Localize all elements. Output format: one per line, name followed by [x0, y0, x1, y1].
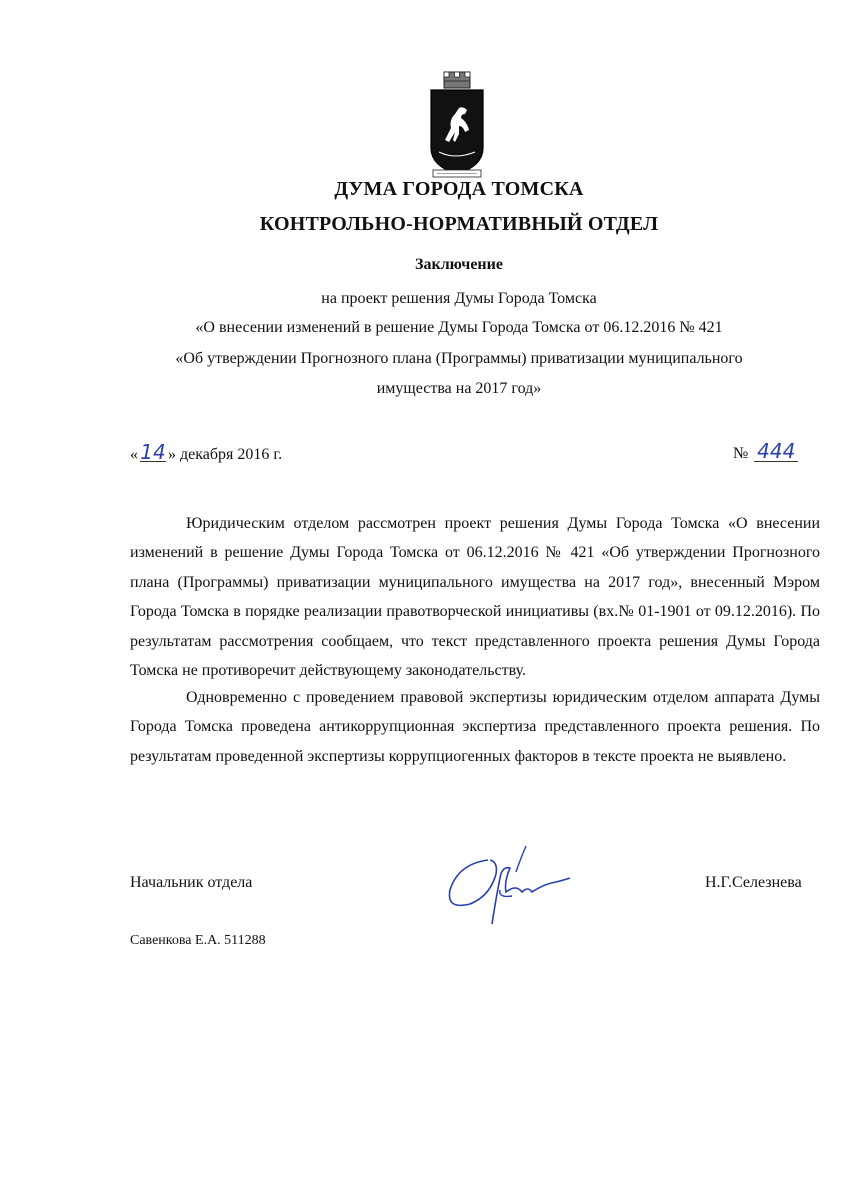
number-value-handwritten: 444 [754, 441, 798, 462]
signer-position: Начальник отдела [130, 874, 253, 891]
date-close-quote: » [168, 446, 176, 463]
subject-line-1: на проект решения Думы Города Томска [321, 290, 597, 307]
executor-contact: Савенкова Е.А. 511288 [130, 933, 266, 948]
org-title: ДУМА ГОРОДА ТОМСКА [334, 178, 584, 200]
tomsk-coat-of-arms-icon [425, 70, 489, 180]
date-open-quote: « [130, 446, 138, 463]
body-paragraph-1: Юридическим отделом рассмотрен проект решения Думы Города Томска «О внесении изменений в решение Думы Города Томска от 06.12.2016 № 421 «Об утверждении Прогнозного плана (Программы) приватизации муниципального имущества на 2017 год», внесенный Мэром Города Томска в порядке реализации правотворческой инициативы (вх.№ 01-1901 от 09.12.2016). По результатам рассмотрения сообщаем, что текст представленного проекта решения Думы Города Томска не противоречит действующему законодательству. [130, 515, 820, 680]
subject-line-4: имущества на 2017 год» [376, 380, 542, 397]
body-paragraph-2: Одновременно с проведением правовой экспертизы юридическим отделом аппарата Думы Города Томска проведена антикоррупционная экспертиза представленного проекта решения. По результатам проведенной экспертизы коррупциогенных факторов в тексте проекта не выявлено. [130, 689, 820, 765]
signer-name: Н.Г.Селезнева [705, 874, 802, 891]
subject-line-3: «Об утверждении Прогнозного плана (Программы) приватизации муниципального [175, 350, 743, 367]
number-label: № [733, 445, 749, 462]
document-date [130, 440, 283, 464]
document-type: Заключение [415, 256, 503, 273]
subject-line-2: «О внесении изменений в решение Думы Города Томска от 06.12.2016 № 421 [195, 319, 723, 336]
department-title: КОНТРОЛЬНО-НОРМАТИВНЫЙ ОТДЕЛ [259, 213, 659, 235]
date-rest: декабря 2016 г. [180, 446, 283, 463]
date-day-handwritten: 14 [140, 440, 166, 464]
handwritten-signature-icon [440, 838, 580, 933]
document-number [733, 441, 798, 463]
